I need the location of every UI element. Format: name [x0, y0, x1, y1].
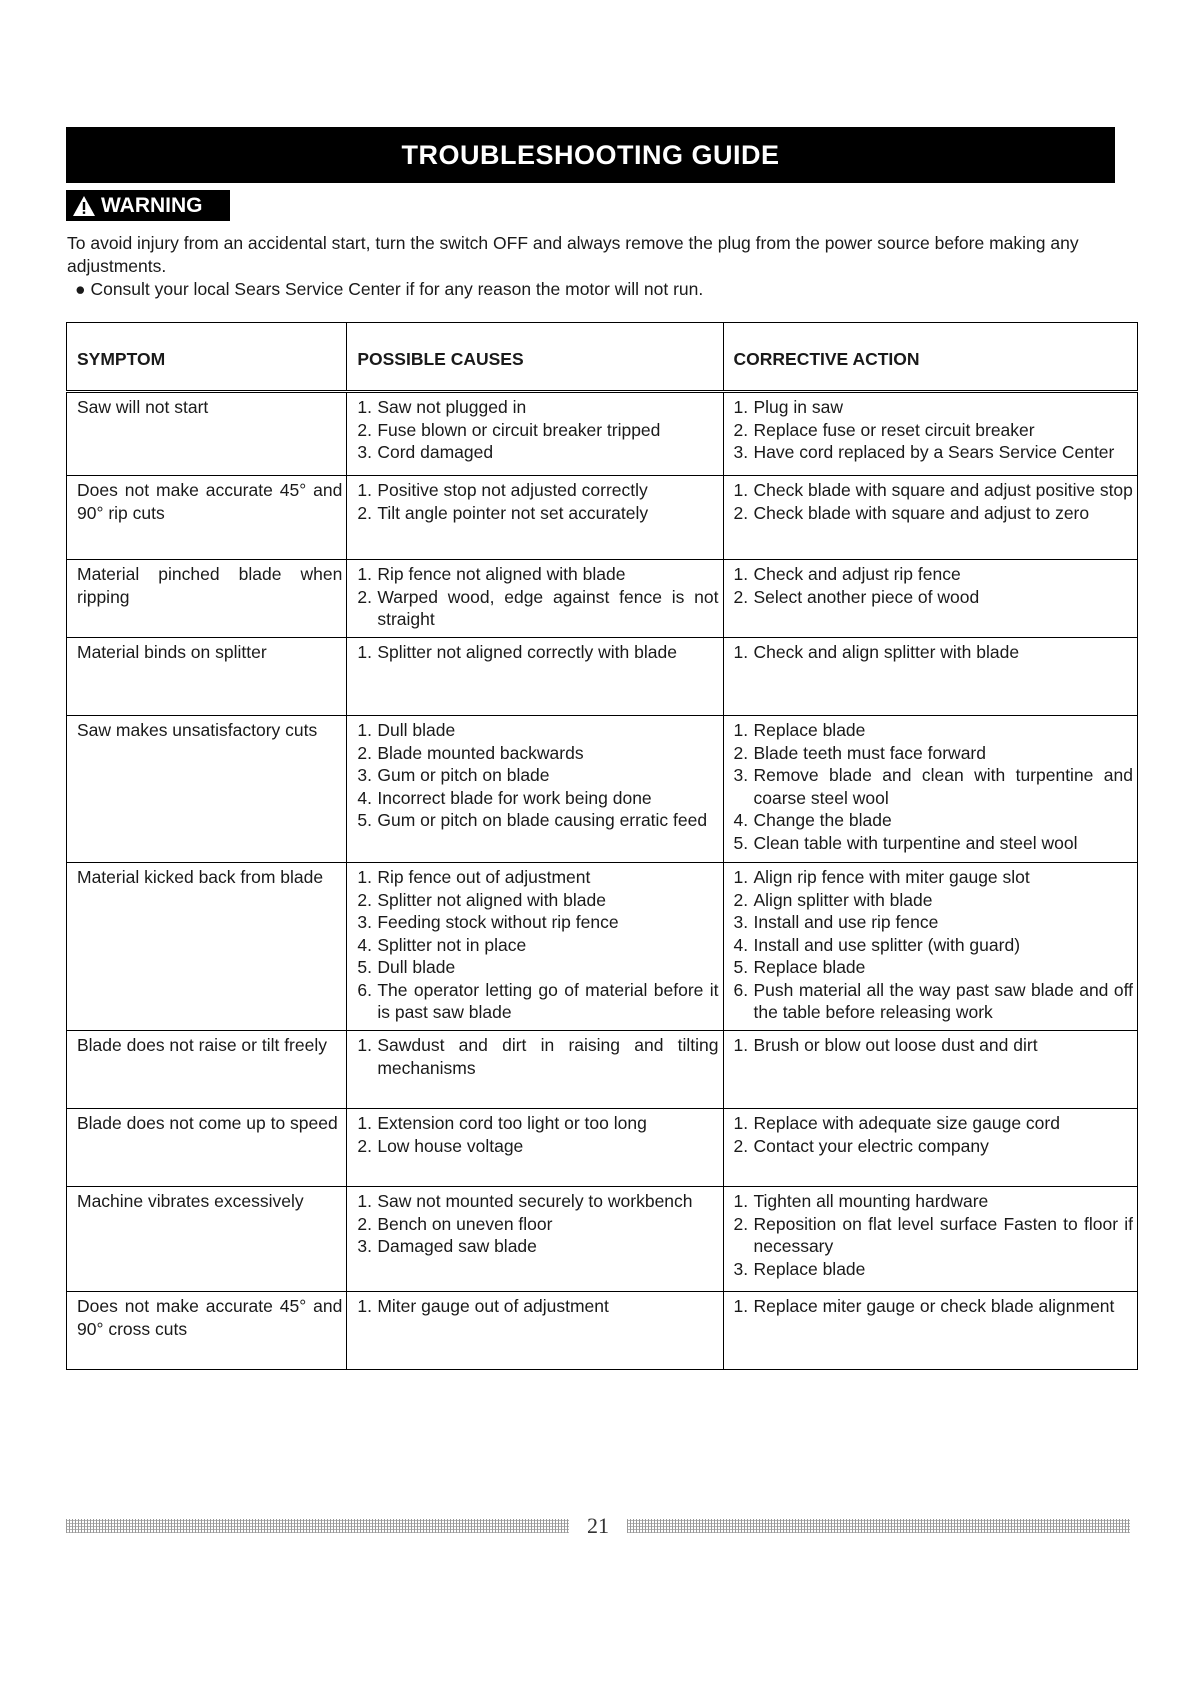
- actions-list: [734, 641, 1134, 664]
- item-text: Check and align splitter with blade: [753, 642, 1020, 662]
- list-item: [734, 1112, 1134, 1135]
- item-text: Push material all the way past saw blade and off the table before releasing work: [753, 979, 1133, 1022]
- symptom-cell: Material pinched blade when ripping: [67, 560, 347, 638]
- list-item: [357, 911, 718, 934]
- symptom-cell: Material binds on splitter: [67, 638, 347, 716]
- header-possible-causes: POSSIBLE CAUSES: [347, 323, 723, 392]
- causes-cell: [347, 716, 723, 863]
- table-header-row: [67, 323, 1138, 392]
- item-number: 1.: [733, 480, 749, 500]
- actions-cell: [723, 863, 1138, 1031]
- item-number: 2.: [357, 586, 372, 607]
- list-item: [357, 1235, 718, 1258]
- actions-list: [734, 1190, 1134, 1280]
- item-number: 5.: [733, 832, 749, 853]
- item-number: 5.: [357, 957, 372, 977]
- item-number: 6.: [733, 979, 749, 1000]
- item-text: Align splitter with blade: [753, 889, 933, 910]
- item-text: Blade teeth must face forward: [753, 742, 986, 763]
- causes-cell: [347, 1109, 723, 1187]
- item-number: 4.: [357, 934, 372, 955]
- list-item: [734, 1034, 1134, 1057]
- list-item: [357, 641, 718, 664]
- warning-label: WARNING: [101, 193, 203, 217]
- causes-list: [357, 1295, 718, 1318]
- item-text: Check blade with square and adjust positive stop: [753, 480, 1133, 500]
- item-text: Saw not mounted securely to workbench: [377, 1191, 693, 1211]
- bullet-icon: ●: [75, 279, 86, 299]
- item-number: 1.: [733, 642, 749, 662]
- item-number: 1.: [357, 720, 372, 740]
- actions-cell: [723, 476, 1138, 560]
- item-number: 2.: [357, 1135, 372, 1156]
- causes-list: [357, 1190, 718, 1258]
- table-row: [67, 1031, 1138, 1109]
- item-text: Rip fence out of adjustment: [377, 867, 591, 887]
- list-item: [357, 787, 718, 810]
- causes-list: [357, 641, 718, 664]
- item-text: Align rip fence with miter gauge slot: [753, 867, 1030, 887]
- list-item: [734, 1135, 1134, 1158]
- item-text: Tighten all mounting hardware: [753, 1191, 989, 1211]
- item-text: Fuse blown or circuit breaker tripped: [377, 419, 661, 440]
- item-number: 5.: [733, 957, 749, 977]
- actions-list: [734, 1034, 1134, 1057]
- item-text: Rip fence not aligned with blade: [377, 564, 626, 584]
- actions-cell: [723, 560, 1138, 638]
- symptom-cell: Saw makes unsatisfactory cuts: [67, 716, 347, 863]
- item-number: 1.: [357, 642, 372, 662]
- item-number: 3.: [733, 912, 749, 932]
- list-item: [357, 764, 718, 787]
- list-item: [734, 641, 1134, 664]
- list-item: [734, 441, 1134, 464]
- item-number: 2.: [733, 742, 749, 763]
- item-number: 2.: [733, 419, 749, 440]
- item-number: 2.: [357, 419, 372, 440]
- table-row: [67, 1292, 1138, 1370]
- list-item: [734, 742, 1134, 765]
- actions-cell: [723, 716, 1138, 863]
- list-item: [734, 1295, 1134, 1318]
- table-row: [67, 716, 1138, 863]
- item-text: Plug in saw: [753, 397, 843, 417]
- actions-cell: [723, 1109, 1138, 1187]
- item-number: 1.: [733, 867, 749, 887]
- page-title: TROUBLESHOOTING GUIDE: [66, 127, 1115, 183]
- item-text: Remove blade and clean with turpentine and coarse steel wool: [753, 765, 1133, 808]
- list-item: [357, 956, 718, 979]
- item-number: 1.: [357, 1113, 372, 1133]
- table-row: [67, 392, 1138, 476]
- item-text: Blade mounted backwards: [377, 742, 584, 763]
- item-text: Install and use splitter (with guard): [753, 934, 1021, 955]
- item-text: Check blade with square and adjust to zero: [753, 502, 1090, 523]
- list-item: [734, 1190, 1134, 1213]
- causes-cell: [347, 1031, 723, 1109]
- item-number: 2.: [733, 586, 749, 607]
- item-number: 1.: [357, 1296, 372, 1316]
- item-text: Replace with adequate size gauge cord: [753, 1113, 1060, 1133]
- item-number: 4.: [357, 787, 372, 808]
- item-text: Cord damaged: [377, 442, 494, 462]
- list-item: [734, 764, 1134, 809]
- list-item: [734, 934, 1134, 957]
- actions-cell: [723, 1292, 1138, 1370]
- actions-list: [734, 396, 1134, 464]
- actions-list: [734, 866, 1134, 1024]
- list-item: [734, 502, 1134, 525]
- actions-cell: [723, 392, 1138, 476]
- list-item: [357, 563, 718, 586]
- list-item: [734, 911, 1134, 934]
- item-number: 4.: [733, 810, 749, 830]
- causes-cell: [347, 1292, 723, 1370]
- warning-bullet: [67, 278, 1117, 301]
- list-item: [734, 809, 1134, 832]
- item-text: Dull blade: [377, 957, 456, 977]
- item-text: Replace blade: [753, 1258, 866, 1279]
- item-number: 3.: [733, 442, 749, 462]
- list-item: [357, 419, 718, 442]
- item-number: 3.: [357, 765, 372, 785]
- causes-cell: [347, 392, 723, 476]
- item-text: Sawdust and dirt in raising and tilting mechanisms: [377, 1035, 719, 1078]
- table-row: [67, 863, 1138, 1031]
- item-number: 1.: [733, 720, 749, 740]
- footer-pattern-right: [627, 1519, 1130, 1533]
- causes-cell: [347, 560, 723, 638]
- item-text: Splitter not in place: [377, 934, 527, 955]
- item-text: Splitter not aligned with blade: [377, 889, 606, 910]
- troubleshooting-table: [66, 322, 1138, 1370]
- list-item: [734, 479, 1134, 502]
- item-text: Splitter not aligned correctly with blade: [377, 642, 677, 662]
- item-number: 2.: [733, 889, 749, 910]
- item-number: 5.: [357, 810, 372, 830]
- causes-cell: [347, 863, 723, 1031]
- item-number: 2.: [357, 889, 372, 910]
- item-number: 3.: [357, 442, 372, 462]
- item-number: 1.: [733, 1035, 749, 1055]
- causes-list: [357, 1112, 718, 1157]
- list-item: [734, 419, 1134, 442]
- item-text: Select another piece of wood: [753, 586, 980, 607]
- actions-list: [734, 1295, 1134, 1318]
- item-number: 1.: [357, 1191, 372, 1211]
- symptom-cell: Material kicked back from blade: [67, 863, 347, 1031]
- item-text: Extension cord too light or too long: [377, 1113, 647, 1133]
- item-text: Replace fuse or reset circuit breaker: [753, 419, 1035, 440]
- list-item: [357, 586, 718, 631]
- item-number: 1.: [733, 1296, 749, 1316]
- footer-pattern-left: [66, 1519, 569, 1533]
- symptom-cell: Does not make accurate 45° and 90° rip cuts: [67, 476, 347, 560]
- header-corrective-action: CORRECTIVE ACTION: [723, 323, 1138, 392]
- warning-text-block: [67, 232, 1117, 301]
- item-number: 1.: [733, 564, 749, 584]
- actions-list: [734, 479, 1134, 524]
- item-number: 2.: [733, 502, 749, 523]
- item-number: 1.: [357, 1035, 372, 1055]
- item-number: 2.: [733, 1213, 749, 1234]
- item-number: 1.: [357, 867, 372, 887]
- item-text: Bench on uneven floor: [377, 1213, 553, 1234]
- list-item: [734, 866, 1134, 889]
- item-text: Incorrect blade for work being done: [377, 787, 652, 808]
- list-item: [734, 832, 1134, 855]
- table-row: [67, 560, 1138, 638]
- list-item: [734, 979, 1134, 1024]
- item-text: Replace miter gauge or check blade alignment: [753, 1296, 1115, 1316]
- causes-list: [357, 396, 718, 464]
- item-text: Dull blade: [377, 720, 456, 740]
- list-item: [734, 956, 1134, 979]
- list-item: [357, 979, 718, 1024]
- item-text: Have cord replaced by a Sears Service Center: [753, 442, 1115, 462]
- list-item: [357, 719, 718, 742]
- item-text: The operator letting go of material before it is past saw blade: [377, 979, 719, 1022]
- symptom-cell: Does not make accurate 45° and 90° cross cuts: [67, 1292, 347, 1370]
- table-body: [67, 392, 1138, 1370]
- item-text: Saw not plugged in: [377, 397, 527, 417]
- item-number: 1.: [357, 480, 372, 500]
- item-text: Feeding stock without rip fence: [377, 912, 619, 932]
- list-item: [734, 1258, 1134, 1281]
- item-text: Replace blade: [753, 957, 866, 977]
- item-number: 3.: [357, 912, 372, 932]
- item-number: 1.: [733, 1113, 749, 1133]
- list-item: [357, 934, 718, 957]
- warning-text: To avoid injury from an accidental start, turn the switch OFF and always remove the plug from the power source before making any adjustments.: [67, 233, 1079, 276]
- page-footer: [66, 1515, 1130, 1537]
- warning-bullet-text: Consult your local Sears Service Center if for any reason the motor will not run.: [90, 279, 704, 299]
- item-number: 2.: [733, 1135, 749, 1156]
- item-number: 1.: [357, 397, 372, 417]
- symptom-cell: Machine vibrates excessively: [67, 1187, 347, 1292]
- item-text: Check and adjust rip fence: [753, 564, 961, 584]
- list-item: [734, 889, 1134, 912]
- item-number: 4.: [733, 934, 749, 955]
- causes-list: [357, 1034, 718, 1079]
- page-number: 21: [587, 1513, 609, 1538]
- list-item: [357, 396, 718, 419]
- list-item: [357, 1034, 718, 1079]
- causes-cell: [347, 1187, 723, 1292]
- causes-cell: [347, 476, 723, 560]
- item-number: 3.: [733, 1258, 749, 1279]
- causes-list: [357, 479, 718, 524]
- item-number: 2.: [357, 502, 372, 523]
- list-item: [357, 1213, 718, 1236]
- list-item: [357, 1295, 718, 1318]
- item-text: Warped wood, edge against fence is not straight: [377, 586, 719, 629]
- header-symptom: SYMPTOM: [67, 323, 347, 392]
- item-text: Positive stop not adjusted correctly: [377, 480, 648, 500]
- item-text: Miter gauge out of adjustment: [377, 1296, 609, 1316]
- item-text: Contact your electric company: [753, 1135, 989, 1156]
- item-number: 3.: [733, 765, 749, 785]
- table-row: [67, 1187, 1138, 1292]
- causes-list: [357, 719, 718, 832]
- causes-cell: [347, 638, 723, 716]
- symptom-cell: Blade does not raise or tilt freely: [67, 1031, 347, 1109]
- item-text: Change the blade: [753, 810, 892, 830]
- list-item: [357, 889, 718, 912]
- list-item: [357, 866, 718, 889]
- item-text: Low house voltage: [377, 1135, 524, 1156]
- list-item: [734, 586, 1134, 609]
- actions-cell: [723, 1187, 1138, 1292]
- item-number: 1.: [357, 564, 372, 584]
- item-text: Gum or pitch on blade: [377, 765, 550, 785]
- item-number: 6.: [357, 979, 372, 1000]
- item-text: Reposition on flat level surface Fasten to floor if necessary: [753, 1213, 1133, 1256]
- actions-cell: [723, 638, 1138, 716]
- item-text: Gum or pitch on blade causing erratic feed: [377, 810, 708, 830]
- actions-cell: [723, 1031, 1138, 1109]
- list-item: [357, 1135, 718, 1158]
- table-row: [67, 1109, 1138, 1187]
- table-row: [67, 476, 1138, 560]
- actions-list: [734, 563, 1134, 608]
- warning-badge: [66, 190, 230, 221]
- warning-triangle-icon: [72, 195, 96, 217]
- item-text: Tilt angle pointer not set accurately: [377, 502, 649, 523]
- item-text: Brush or blow out loose dust and dirt: [753, 1035, 1038, 1055]
- actions-list: [734, 719, 1134, 854]
- list-item: [357, 502, 718, 525]
- list-item: [357, 1112, 718, 1135]
- list-item: [734, 396, 1134, 419]
- symptom-cell: Saw will not start: [67, 392, 347, 476]
- item-number: 1.: [733, 397, 749, 417]
- list-item: [357, 809, 718, 832]
- item-number: 3.: [357, 1236, 372, 1256]
- symptom-cell: Blade does not come up to speed: [67, 1109, 347, 1187]
- item-number: 2.: [357, 742, 372, 763]
- item-text: Replace blade: [753, 720, 866, 740]
- table-row: [67, 638, 1138, 716]
- list-item: [357, 742, 718, 765]
- list-item: [357, 441, 718, 464]
- causes-list: [357, 866, 718, 1024]
- item-text: Damaged saw blade: [377, 1236, 537, 1256]
- list-item: [357, 1190, 718, 1213]
- list-item: [734, 1213, 1134, 1258]
- item-number: 2.: [357, 1213, 372, 1234]
- list-item: [734, 563, 1134, 586]
- actions-list: [734, 1112, 1134, 1157]
- list-item: [734, 719, 1134, 742]
- item-number: 1.: [733, 1191, 749, 1211]
- item-text: Install and use rip fence: [753, 912, 939, 932]
- list-item: [357, 479, 718, 502]
- causes-list: [357, 563, 718, 631]
- item-text: Clean table with turpentine and steel wool: [753, 832, 1078, 853]
